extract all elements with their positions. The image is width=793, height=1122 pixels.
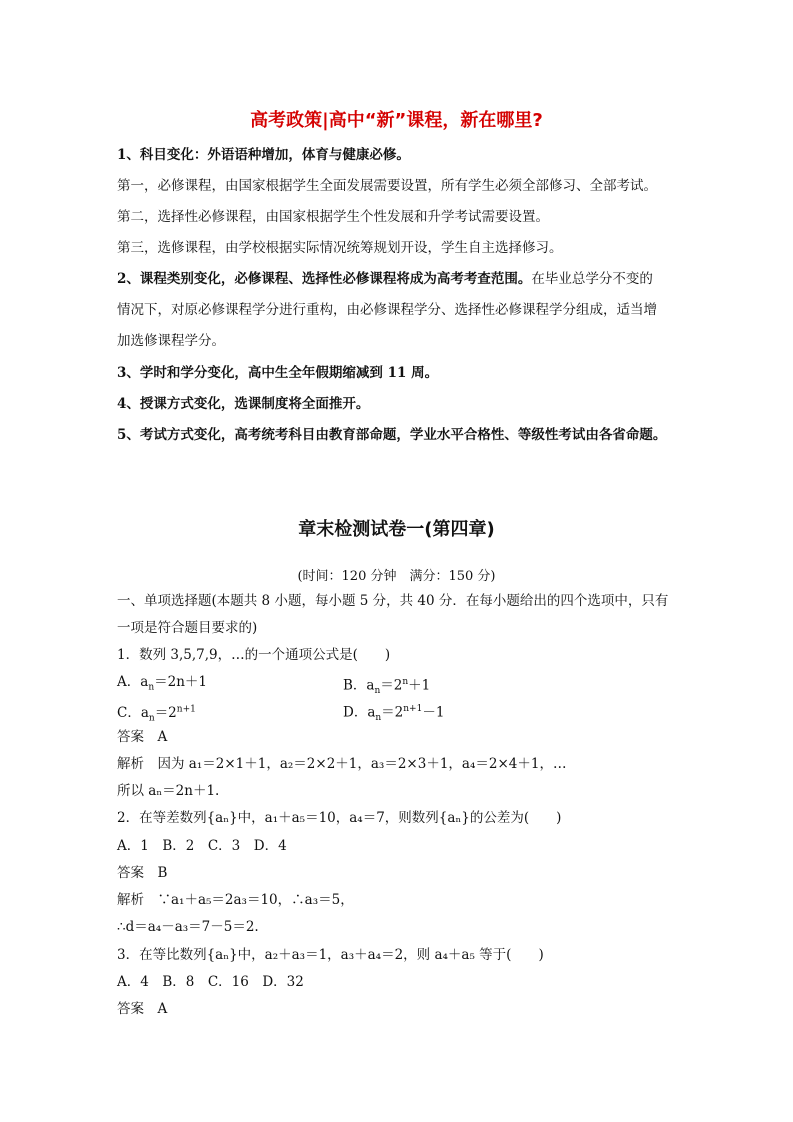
policy-item-2-rest: 在毕业总学分不变的 (531, 271, 653, 287)
q2-options: A．1 B．2 C．3 D．4 (117, 838, 287, 854)
policy-item-1: 1、科目变化：外语语种增加，体育与健康必修。 (117, 147, 410, 163)
q1-conclusion: 所以 aₙ＝2n＋1. (117, 783, 220, 799)
q2-analysis-1: 解析 ∵a₁＋a₅＝2a₃＝10，∴a₃＝5， (117, 892, 354, 908)
q1-option-b: B．$a_n=2^n+1$ (343, 677, 431, 697)
q2-analysis-2: ∴d＝a₄－a₃＝7－5＝2. (117, 919, 259, 935)
policy-item-4: 4、授课方式变化，选课制度将全面推开。 (117, 396, 370, 412)
q1-answer: 答案 A (117, 729, 168, 745)
q3-answer: 答案 A (117, 1001, 168, 1017)
q1-stem: 1．数列 3,5,7,9，…的一个通项公式是( ) (117, 647, 391, 663)
policy-item-3: 3、学时和学分变化，高中生全年假期缩减到 11 周。 (117, 365, 439, 381)
q2-answer: 答案 B (117, 865, 168, 881)
q1-analysis: 解析 因为 a₁＝2×1＋1，a₂＝2×2＋1，a₃＝2×3＋1，a₄＝2×4＋1，… (117, 756, 567, 772)
section-heading-line-1: 一、单项选择题(本题共 8 小题，每小题 5 分，共 40 分．在每小题给出的四个选项中，只有 (117, 593, 669, 609)
policy-item-2-line-3: 加选修课程学分。 (117, 333, 225, 349)
q1-options-row-1 (117, 673, 431, 697)
q1-option-c: C．$a_n=2^{n+1}$ (117, 704, 196, 724)
q2-stem: 2．在等差数列{aₙ}中，a₁＋a₅＝10，a₄＝7，则数列{aₙ}的公差为( ) (117, 810, 562, 826)
policy-item-2 (117, 270, 653, 288)
policy-para-1: 第一，必修课程，由国家根据学生全面发展需要设置，所有学生必须全部修习、全部考试。 (117, 178, 657, 194)
q1-option-a: A．$a_n=2n+1$ (117, 674, 207, 693)
q3-stem: 3．在等比数列{aₙ}中，a₂＋a₃＝1，a₃＋a₄＝2，则 a₄＋a₅ 等于( ) (117, 947, 544, 963)
policy-para-2: 第二，选择性必修课程，由国家根据学生个性发展和升学考试需要设置。 (117, 209, 549, 225)
policy-item-2-bold: 2、课程类别变化，必修课程、选择性必修课程将成为高考考查范围。 (117, 271, 532, 287)
q3-options: A．4 B．8 C．16 D．32 (117, 974, 304, 990)
policy-para-3: 第三，选修课程，由学校根据实际情况统筹规划开设，学生自主选择修习。 (117, 240, 563, 256)
policy-item-5: 5、考试方式变化，高考统考科目由教育部命题，学业水平合格性、等级性考试由各省命题。 (117, 427, 667, 443)
section-heading-line-2: 一项是符合题目要求的) (117, 620, 258, 636)
q1-option-d: D．$a_n=2^{n+1}-1$ (343, 704, 445, 724)
exam-subtitle: (时间：120 分钟 满分：150 分) (297, 569, 496, 584)
exam-title: 章末检测试卷一(第四章) (298, 519, 495, 540)
policy-item-2-line-2: 情况下，对原必修课程学分进行重构，由必修课程学分、选择性必修课程学分组成，适当增 (117, 302, 657, 318)
policy-title: 高考政策|高中“新”课程，新在哪里? (250, 110, 543, 131)
q1-options-row-2 (117, 700, 445, 727)
